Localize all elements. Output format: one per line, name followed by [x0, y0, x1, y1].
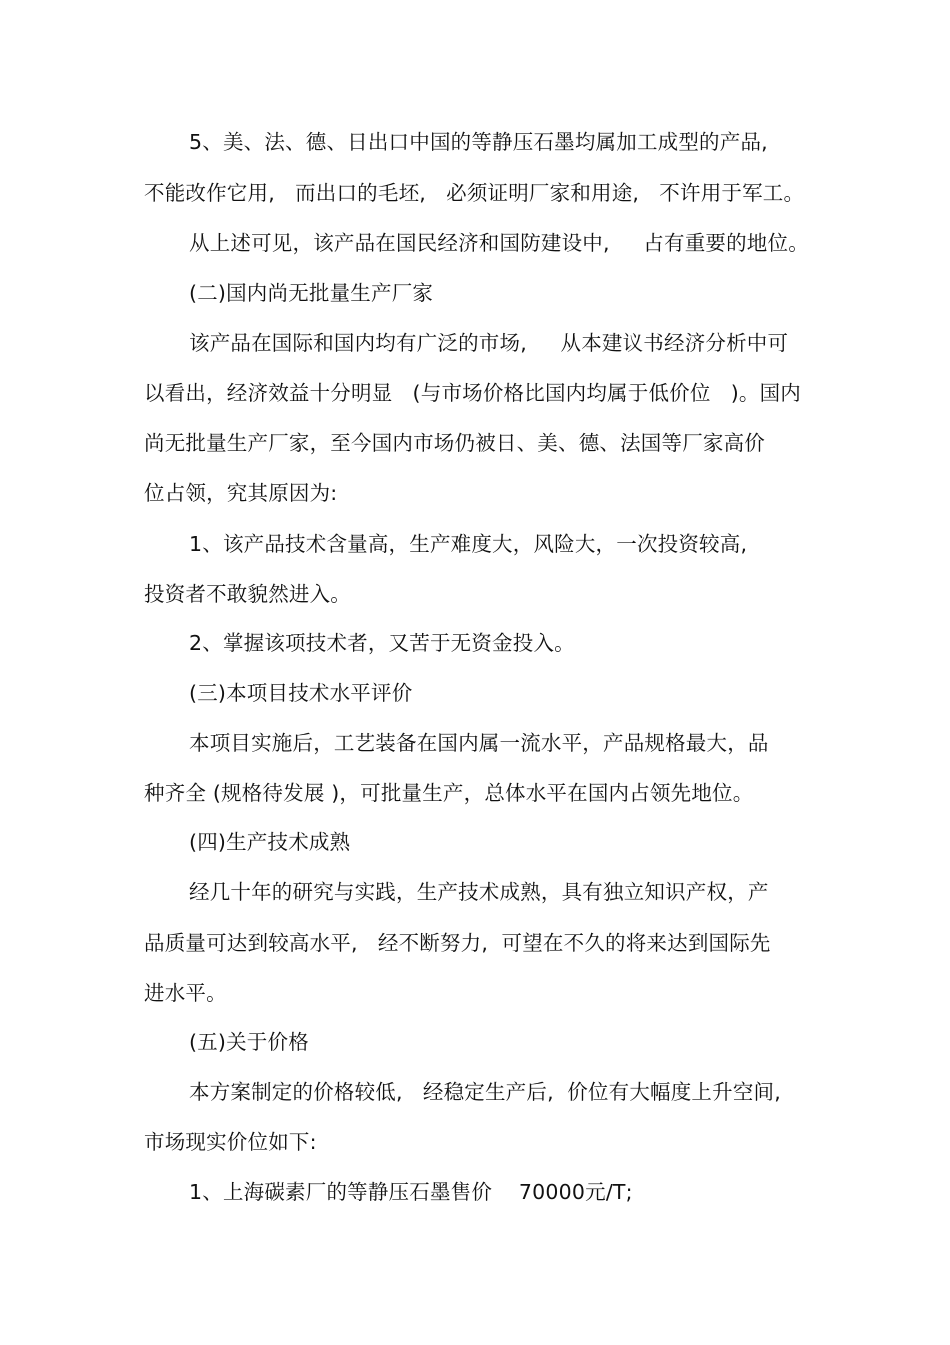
paragraph-line: 5、美、法、德、日出口中国的等静压石墨均属加工成型的产品, [189, 130, 768, 154]
section-heading: (五)关于价格 [189, 1030, 309, 1054]
paragraph-line: 品质量可达到较高水平, 经不断努力, 可望在不久的将来达到国际先 [144, 931, 771, 955]
paragraph-line: 不能改作它用, 而出口的毛坯, 必须证明厂家和用途, 不许用于军工。 [144, 181, 805, 205]
paragraph-line: 经几十年的研究与实践，生产技术成熟，具有独立知识产权，产 [189, 880, 769, 904]
paragraph-line: 市场现实价位如下: [144, 1130, 317, 1154]
paragraph-line: 位占领，究其原因为: [144, 481, 338, 505]
paragraph-line: 本方案制定的价格较低, 经稳定生产后, 价位有大幅度上升空间, [189, 1080, 781, 1104]
section-heading: (二)国内尚无批量生产厂家 [189, 281, 434, 305]
paragraph-line: 投资者不敢貌然进入。 [144, 582, 351, 606]
paragraph-line: 从上述可见，该产品在国民经济和国防建设中, 占有重要的地位。 [189, 231, 809, 255]
section-heading: (四)生产技术成熟 [189, 830, 351, 854]
paragraph-line: 尚无批量生产厂家，至今国内市场仍被日、美、德、法国等厂家高价 [144, 431, 765, 455]
paragraph-line: 1、该产品技术含量高，生产难度大，风险大，一次投资较高, [189, 532, 748, 556]
paragraph-line: 该产品在国际和国内均有广泛的市场, 从本建议书经济分析中可 [189, 331, 789, 355]
section-heading: (三)本项目技术水平评价 [189, 681, 413, 705]
paragraph-line: 2、掌握该项技术者，又苦于无资金投入。 [189, 631, 575, 655]
paragraph-line: 本项目实施后，工艺装备在国内属一流水平，产品规格最大，品 [189, 731, 769, 755]
paragraph-line: 1、上海碳素厂的等静压石墨售价 70000元/T; [189, 1180, 633, 1204]
paragraph-line: 以看出，经济效益十分明显 (与市场价格比国内均属于低价位 )。国内 [144, 381, 801, 405]
paragraph-line: 种齐全 (规格待发展 )，可批量生产，总体水平在国内占领先地位。 [144, 781, 754, 805]
paragraph-line: 进水平。 [144, 981, 227, 1005]
